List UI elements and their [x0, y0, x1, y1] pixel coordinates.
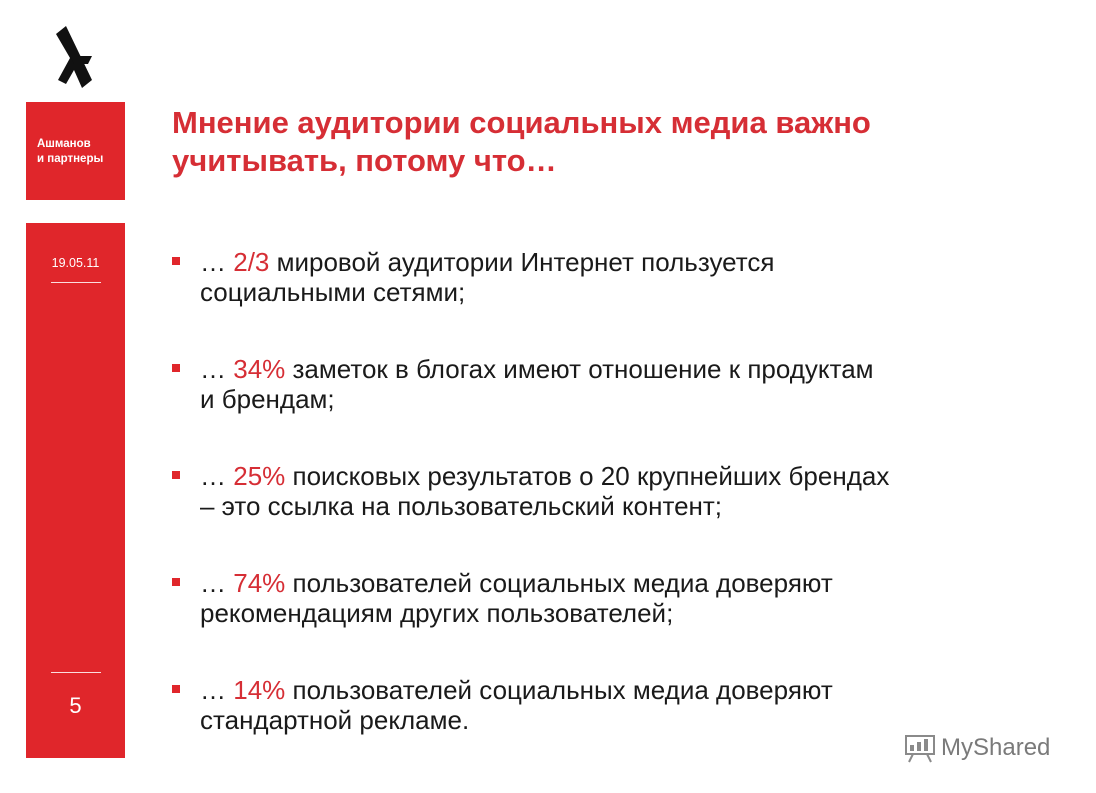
- bullet-line1: [200, 354, 1072, 384]
- bullet-highlight: 34%: [233, 354, 286, 384]
- bullet-item: [172, 675, 1072, 735]
- title-line1: Мнение аудитории социальных медиа важно: [172, 105, 871, 140]
- bullet-highlight: 25%: [233, 461, 286, 491]
- bullet-line2: стандартной рекламе.: [200, 705, 470, 735]
- bullet-square-icon: [172, 578, 180, 586]
- bullet-prefix: …: [200, 568, 234, 598]
- watermark: [903, 731, 1050, 765]
- watermark-text: MyShared: [941, 734, 1051, 761]
- title-line2: учитывать, потому что…: [172, 143, 557, 178]
- page-number: 5: [69, 693, 82, 718]
- side-bar: [26, 223, 125, 758]
- date-divider: [51, 282, 101, 283]
- bullet-line1-rest: пользователей социальных медиа доверяют: [285, 568, 833, 598]
- a-arrow-logo-icon: [52, 26, 96, 88]
- bullet-item: [172, 354, 1072, 414]
- brand-name-line1: Ашманов: [37, 138, 91, 150]
- bullet-item: [172, 247, 1072, 307]
- bullet-line2: рекомендациям других пользователей;: [200, 598, 674, 628]
- bullet-line2: и брендам;: [200, 384, 335, 414]
- bullet-square-icon: [172, 257, 180, 265]
- brand-name-line2: и партнеры: [37, 153, 104, 165]
- bullet-highlight: 2/3: [233, 247, 270, 277]
- bullet-line1: [200, 247, 1072, 277]
- slide-date: 19.05.11: [51, 256, 100, 270]
- brand-box: [26, 102, 125, 200]
- bullet-prefix: …: [200, 675, 234, 705]
- bullet-prefix: …: [200, 461, 234, 491]
- bullet-line1: [200, 675, 1072, 705]
- bullet-list: [172, 247, 1072, 782]
- bullet-square-icon: [172, 364, 180, 372]
- slide-title: [172, 104, 1052, 180]
- brand-name: [37, 137, 103, 167]
- bullet-square-icon: [172, 471, 180, 479]
- bullet-line1: [200, 568, 1072, 598]
- bullet-line2: – это ссылка на пользовательский контент;: [200, 491, 723, 521]
- bullet-line1-rest: мировой аудитории Интернет пользуется: [269, 247, 775, 277]
- bullet-line1-rest: пользователей социальных медиа доверяют: [285, 675, 833, 705]
- bullet-item: [172, 461, 1072, 521]
- bullet-line1-rest: поисковых результатов о 20 крупнейших брендах: [285, 461, 890, 491]
- page-divider: [51, 672, 101, 673]
- bullet-prefix: …: [200, 247, 234, 277]
- bullet-square-icon: [172, 685, 180, 693]
- bullet-prefix: …: [200, 354, 234, 384]
- bullet-highlight: 74%: [233, 568, 286, 598]
- bullet-item: [172, 568, 1072, 628]
- bullet-line1: [200, 461, 1072, 491]
- presentation-board-icon: [903, 733, 937, 763]
- bullet-line2: социальными сетями;: [200, 277, 466, 307]
- bullet-line1-rest: заметок в блогах имеют отношение к продуктам: [285, 354, 874, 384]
- bullet-highlight: 14%: [233, 675, 286, 705]
